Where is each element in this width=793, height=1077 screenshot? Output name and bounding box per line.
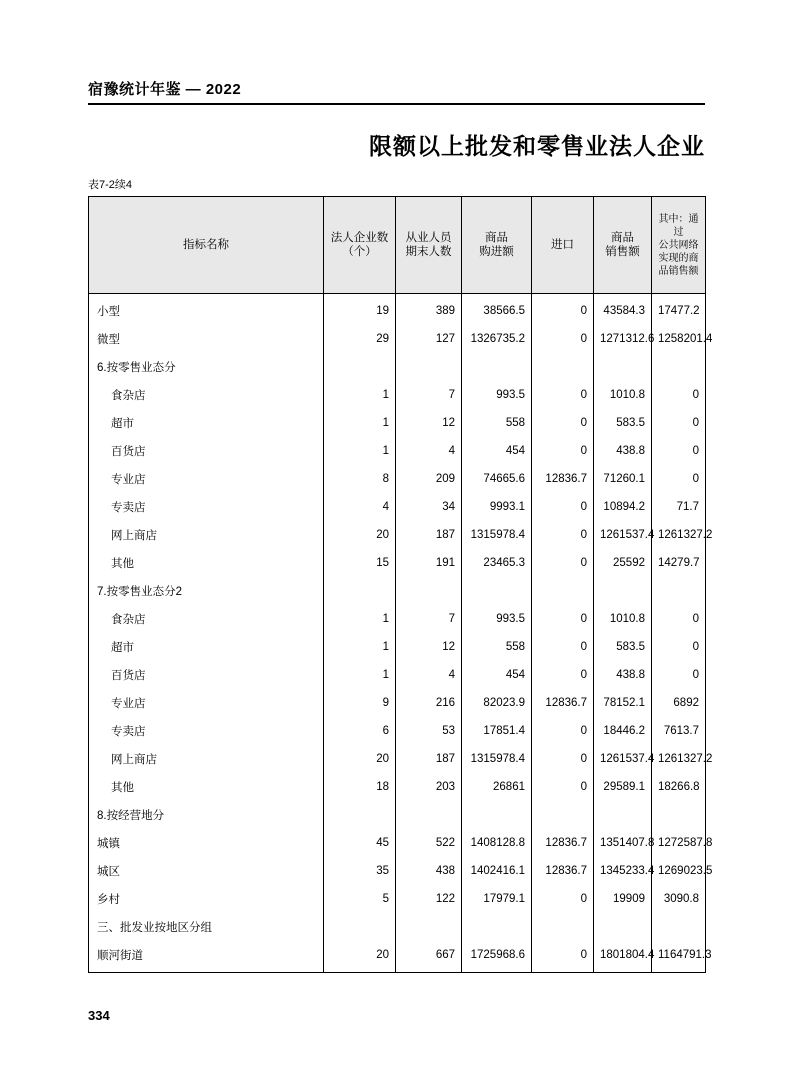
row-label: 8.按经营地分	[89, 801, 324, 829]
cell-value: 71260.1	[594, 465, 652, 493]
cell-value: 1	[324, 661, 396, 689]
cell-value: 5	[324, 885, 396, 913]
table-row	[89, 577, 706, 605]
cell-value: 1408128.8	[462, 829, 532, 857]
cell-value: 0	[532, 521, 594, 549]
cell-value: 0	[652, 633, 706, 661]
cell-value: 29589.1	[594, 773, 652, 801]
running-head: 宿豫统计年鉴 — 2022	[88, 81, 242, 98]
cell-value: 667	[396, 941, 462, 973]
cell-value: 4	[396, 661, 462, 689]
cell-value: 1	[324, 605, 396, 633]
cell-value: 34	[396, 493, 462, 521]
cell-value: 19	[324, 294, 396, 326]
cell-value	[324, 801, 396, 829]
cell-value	[594, 353, 652, 381]
table-row	[89, 493, 706, 521]
cell-value: 1	[324, 409, 396, 437]
row-label: 城区	[89, 857, 324, 885]
row-label: 百货店	[89, 661, 324, 689]
cell-value: 23465.3	[462, 549, 532, 577]
column-header-sales-line1: 商品	[611, 231, 634, 244]
cell-value: 1402416.1	[462, 857, 532, 885]
table-row	[89, 857, 706, 885]
cell-value: 1	[324, 381, 396, 409]
cell-value: 20	[324, 745, 396, 773]
row-label: 专卖店	[89, 493, 324, 521]
cell-value: 6892	[652, 689, 706, 717]
cell-value: 0	[532, 885, 594, 913]
cell-value: 4	[324, 493, 396, 521]
column-header-online-sales-line1: 其中：通过	[658, 213, 699, 238]
cell-value: 0	[532, 717, 594, 745]
row-label: 微型	[89, 325, 324, 353]
cell-value: 0	[652, 381, 706, 409]
column-header-purchase-line1: 商品	[485, 231, 508, 244]
table-header	[89, 197, 706, 294]
cell-value: 0	[532, 437, 594, 465]
cell-value	[396, 801, 462, 829]
table-row	[89, 294, 706, 326]
cell-value: 7	[396, 605, 462, 633]
cell-value: 0	[532, 493, 594, 521]
cell-value: 1261327.2	[652, 521, 706, 549]
cell-value: 20	[324, 521, 396, 549]
cell-value: 1010.8	[594, 381, 652, 409]
table-row	[89, 353, 706, 381]
cell-value: 0	[652, 605, 706, 633]
cell-value: 12836.7	[532, 829, 594, 857]
cell-value: 12836.7	[532, 857, 594, 885]
cell-value	[462, 913, 532, 941]
column-header-online-sales-line3: 实现的商	[658, 252, 699, 264]
cell-value	[324, 353, 396, 381]
row-label: 超市	[89, 633, 324, 661]
cell-value	[652, 913, 706, 941]
cell-value: 1315978.4	[462, 745, 532, 773]
cell-value: 203	[396, 773, 462, 801]
cell-value: 0	[652, 465, 706, 493]
cell-value	[652, 577, 706, 605]
cell-value: 438.8	[594, 661, 652, 689]
cell-value	[594, 913, 652, 941]
column-header-purchase-line2: 购进额	[479, 246, 514, 258]
column-header-purchase	[462, 197, 532, 294]
cell-value: 191	[396, 549, 462, 577]
cell-value: 127	[396, 325, 462, 353]
row-label: 7.按零售业态分2	[89, 577, 324, 605]
column-header-legal-entities-line2: （个）	[342, 246, 377, 258]
cell-value: 12	[396, 409, 462, 437]
cell-value	[594, 801, 652, 829]
cell-value: 71.7	[652, 493, 706, 521]
cell-value: 1	[324, 437, 396, 465]
column-header-employees	[396, 197, 462, 294]
cell-value: 0	[532, 381, 594, 409]
cell-value: 454	[462, 437, 532, 465]
cell-value: 7613.7	[652, 717, 706, 745]
cell-value: 0	[532, 294, 594, 326]
column-header-sales	[594, 197, 652, 294]
column-header-indicator	[89, 197, 324, 294]
cell-value: 45	[324, 829, 396, 857]
cell-value: 1164791.3	[652, 941, 706, 973]
column-header-online-sales-line2: 公共网络	[658, 239, 699, 251]
table-row	[89, 745, 706, 773]
table-body	[89, 294, 713, 973]
row-label: 食杂店	[89, 381, 324, 409]
column-header-legal-entities	[324, 197, 396, 294]
cell-value: 1801804.4	[594, 941, 652, 973]
cell-value: 25592	[594, 549, 652, 577]
cell-value: 78152.1	[594, 689, 652, 717]
row-label: 顺河街道	[89, 941, 324, 973]
cell-value: 0	[532, 409, 594, 437]
cell-value: 35	[324, 857, 396, 885]
cell-value: 43584.3	[594, 294, 652, 326]
table-row	[89, 549, 706, 577]
cell-value: 0	[532, 661, 594, 689]
cell-value: 187	[396, 745, 462, 773]
cell-value	[652, 801, 706, 829]
table-row	[89, 521, 706, 549]
cell-value: 558	[462, 633, 532, 661]
cell-value	[462, 577, 532, 605]
cell-value: 389	[396, 294, 462, 326]
row-label: 网上商店	[89, 521, 324, 549]
cell-value: 122	[396, 885, 462, 913]
cell-value: 29	[324, 325, 396, 353]
cell-value: 1269023.5	[652, 857, 706, 885]
column-header-online-sales-line4: 品销售额	[658, 265, 699, 277]
page-number: 334	[88, 1008, 110, 1023]
cell-value: 1271312.6	[594, 325, 652, 353]
table-row	[89, 801, 706, 829]
row-label: 专业店	[89, 689, 324, 717]
row-label: 乡村	[89, 885, 324, 913]
cell-value: 583.5	[594, 633, 652, 661]
row-label: 城镇	[89, 829, 324, 857]
cell-value: 438	[396, 857, 462, 885]
cell-value: 438.8	[594, 437, 652, 465]
cell-value: 38566.5	[462, 294, 532, 326]
cell-value: 583.5	[594, 409, 652, 437]
cell-value	[594, 577, 652, 605]
cell-value: 0	[532, 941, 594, 973]
row-label: 超市	[89, 409, 324, 437]
row-label: 百货店	[89, 437, 324, 465]
cell-value	[532, 577, 594, 605]
cell-value: 15	[324, 549, 396, 577]
cell-value: 216	[396, 689, 462, 717]
table-row	[89, 885, 706, 913]
cell-value: 12	[396, 633, 462, 661]
cell-value: 12836.7	[532, 465, 594, 493]
cell-value	[396, 353, 462, 381]
cell-value	[324, 913, 396, 941]
cell-value	[462, 801, 532, 829]
cell-value: 14279.7	[652, 549, 706, 577]
table-row	[89, 605, 706, 633]
row-label: 三、批发业按地区分组	[89, 913, 324, 941]
column-header-indicator-label: 指标名称	[183, 238, 229, 251]
header-rule	[88, 103, 705, 105]
row-label: 6.按零售业态分	[89, 353, 324, 381]
cell-value	[462, 353, 532, 381]
table-label: 表7-2续4	[88, 179, 133, 191]
table-row	[89, 465, 706, 493]
table-row	[89, 829, 706, 857]
cell-value: 20	[324, 941, 396, 973]
column-header-import-label: 进口	[551, 238, 574, 251]
cell-value: 0	[532, 605, 594, 633]
cell-value: 17851.4	[462, 717, 532, 745]
table-row	[89, 773, 706, 801]
cell-value: 12836.7	[532, 689, 594, 717]
cell-value: 0	[532, 745, 594, 773]
cell-value: 522	[396, 829, 462, 857]
column-header-import	[532, 197, 594, 294]
cell-value: 0	[652, 661, 706, 689]
cell-value: 187	[396, 521, 462, 549]
table-row	[89, 633, 706, 661]
table-row	[89, 913, 706, 941]
cell-value: 558	[462, 409, 532, 437]
row-label: 专卖店	[89, 717, 324, 745]
cell-value	[532, 353, 594, 381]
table-row	[89, 437, 706, 465]
cell-value: 1261327.2	[652, 745, 706, 773]
cell-value: 993.5	[462, 381, 532, 409]
cell-value: 17477.2	[652, 294, 706, 326]
table-row	[89, 381, 706, 409]
row-label: 食杂店	[89, 605, 324, 633]
cell-value	[532, 913, 594, 941]
cell-value: 4	[396, 437, 462, 465]
cell-value: 3090.8	[652, 885, 706, 913]
cell-value: 10894.2	[594, 493, 652, 521]
cell-value: 0	[532, 549, 594, 577]
cell-value: 9	[324, 689, 396, 717]
cell-value	[396, 913, 462, 941]
cell-value: 17979.1	[462, 885, 532, 913]
cell-value	[652, 353, 706, 381]
cell-value: 1261537.4	[594, 521, 652, 549]
cell-value: 82023.9	[462, 689, 532, 717]
cell-value: 0	[532, 325, 594, 353]
column-header-legal-entities-line1: 法人企业数	[330, 231, 389, 244]
cell-value: 18	[324, 773, 396, 801]
cell-value: 0	[532, 633, 594, 661]
cell-value: 1326735.2	[462, 325, 532, 353]
cell-value: 1	[324, 633, 396, 661]
cell-value: 1351407.8	[594, 829, 652, 857]
cell-value	[532, 801, 594, 829]
row-label: 其他	[89, 549, 324, 577]
cell-value: 18266.8	[652, 773, 706, 801]
cell-value: 1010.8	[594, 605, 652, 633]
cell-value: 1258201.4	[652, 325, 706, 353]
cell-value: 8	[324, 465, 396, 493]
cell-value: 0	[652, 409, 706, 437]
row-label: 小型	[89, 294, 324, 326]
cell-value: 26861	[462, 773, 532, 801]
row-label: 网上商店	[89, 745, 324, 773]
cell-value: 1272587.8	[652, 829, 706, 857]
cell-value: 19909	[594, 885, 652, 913]
row-label: 专业店	[89, 465, 324, 493]
cell-value: 1261537.4	[594, 745, 652, 773]
cell-value: 1315978.4	[462, 521, 532, 549]
cell-value	[396, 577, 462, 605]
column-header-sales-line2: 销售额	[605, 246, 640, 258]
table-header-row	[89, 197, 706, 294]
statistics-table	[88, 196, 713, 973]
cell-value: 209	[396, 465, 462, 493]
cell-value: 1725968.6	[462, 941, 532, 973]
cell-value: 993.5	[462, 605, 532, 633]
cell-value: 18446.2	[594, 717, 652, 745]
cell-value: 0	[652, 437, 706, 465]
column-header-online-sales	[652, 197, 706, 294]
row-label: 其他	[89, 773, 324, 801]
cell-value: 9993.1	[462, 493, 532, 521]
cell-value: 74665.6	[462, 465, 532, 493]
page-title: 限额以上批发和零售业法人企业	[369, 133, 705, 159]
cell-value: 454	[462, 661, 532, 689]
cell-value: 1345233.4	[594, 857, 652, 885]
cell-value	[324, 577, 396, 605]
cell-value: 7	[396, 381, 462, 409]
cell-value: 0	[532, 773, 594, 801]
table-row	[89, 941, 706, 973]
column-header-employees-line2: 期末人数	[405, 246, 452, 258]
table-row	[89, 325, 706, 353]
cell-value: 6	[324, 717, 396, 745]
column-header-employees-line1: 从业人员	[405, 231, 452, 244]
table-row	[89, 689, 706, 717]
table-row	[89, 717, 706, 745]
table-row	[89, 409, 706, 437]
cell-value: 53	[396, 717, 462, 745]
table-row	[89, 661, 706, 689]
